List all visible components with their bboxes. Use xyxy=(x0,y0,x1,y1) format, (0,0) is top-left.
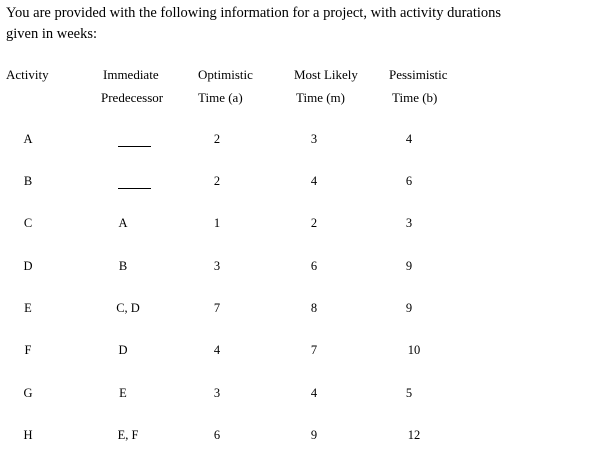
blank-predecessor-line xyxy=(118,146,151,147)
header-predecessor-line-2: Predecessor xyxy=(101,90,164,105)
cell-pessimistic: 9 xyxy=(405,301,413,315)
cell-pessimistic: 5 xyxy=(405,386,413,400)
cell-most-likely: 4 xyxy=(310,174,318,188)
cell-pessimistic: 6 xyxy=(405,174,413,188)
cell-pessimistic: 9 xyxy=(405,259,413,273)
cell-activity: B xyxy=(23,174,33,188)
intro-paragraph xyxy=(6,3,586,45)
intro-line-1: You are provided with the following information for a project, with activity durations xyxy=(6,5,502,21)
cell-activity: A xyxy=(23,132,33,146)
header-most-likely-line-2: Time (m) xyxy=(296,90,345,105)
cell-pessimistic: 10 xyxy=(407,343,421,357)
cell-optimistic: 2 xyxy=(213,174,221,188)
cell-most-likely: 6 xyxy=(310,259,318,273)
cell-pessimistic: 3 xyxy=(405,216,413,230)
cell-optimistic: 1 xyxy=(213,216,221,230)
cell-most-likely: 7 xyxy=(310,343,318,357)
cell-activity: F xyxy=(24,343,32,357)
header-most-likely-line-1: Most Likely xyxy=(294,67,358,82)
cell-activity: C xyxy=(23,216,33,230)
cell-pessimistic: 12 xyxy=(407,428,421,442)
cell-activity: H xyxy=(23,428,33,442)
cell-optimistic: 7 xyxy=(213,301,221,315)
header-pessimistic-line-1: Pessimistic xyxy=(389,67,448,82)
cell-optimistic: 3 xyxy=(213,259,221,273)
cell-predecessor: C, D xyxy=(116,301,140,315)
cell-pessimistic: 4 xyxy=(405,132,413,146)
cell-predecessor: D xyxy=(118,343,128,357)
cell-most-likely: 3 xyxy=(310,132,318,146)
cell-activity: D xyxy=(23,259,33,273)
header-optimistic-line-1: Optimistic xyxy=(198,67,253,82)
cell-optimistic: 3 xyxy=(213,386,221,400)
intro-line-2: given in weeks: xyxy=(6,26,98,42)
cell-optimistic: 4 xyxy=(213,343,221,357)
header-activity: Activity xyxy=(6,67,49,82)
header-optimistic-line-2: Time (a) xyxy=(198,90,243,105)
blank-predecessor-line xyxy=(118,188,151,189)
cell-most-likely: 4 xyxy=(310,386,318,400)
cell-optimistic: 6 xyxy=(213,428,221,442)
cell-most-likely: 2 xyxy=(310,216,318,230)
cell-activity: E xyxy=(24,301,32,315)
cell-most-likely: 9 xyxy=(310,428,318,442)
cell-predecessor: A xyxy=(118,216,128,230)
cell-predecessor: B xyxy=(118,259,128,273)
cell-optimistic: 2 xyxy=(213,132,221,146)
header-predecessor-line-1: Immediate xyxy=(103,67,159,82)
cell-activity: G xyxy=(23,386,33,400)
cell-predecessor: E, F xyxy=(117,428,139,442)
cell-predecessor: E xyxy=(119,386,127,400)
header-pessimistic-line-2: Time (b) xyxy=(392,90,438,105)
cell-most-likely: 8 xyxy=(310,301,318,315)
